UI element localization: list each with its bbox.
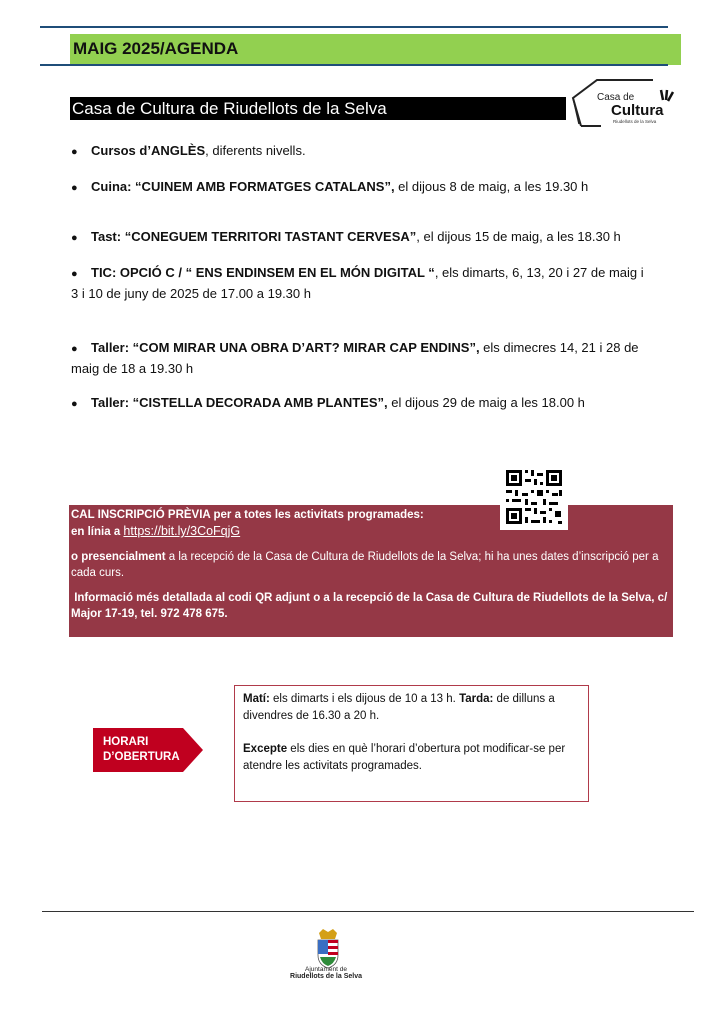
logo-line3: Riudellots de la Selva bbox=[613, 119, 657, 124]
footer-line2: Riudellots de la Selva bbox=[290, 973, 362, 980]
footer-rule bbox=[42, 911, 694, 912]
schedule-label-line1: HORARI bbox=[103, 736, 149, 748]
list-item: ● Cursos d’ANGLÈS, diferents nivells. bbox=[71, 143, 306, 158]
top-rule bbox=[40, 26, 668, 28]
afternoon-label: Tarda: bbox=[459, 693, 494, 705]
online-label: en línia a bbox=[71, 526, 124, 538]
footer-text bbox=[270, 966, 382, 980]
activity-title: Cursos d’ANGLÈS bbox=[91, 143, 206, 158]
activity-details: el dijous 29 de maig a les 18.00 h bbox=[387, 395, 585, 410]
list-item: ● TIC: OPCIÓ C / “ ENS ENDINSEM EN EL MÓN DIGITAL “, els dimarts, 6, 13, 20 i 27 de maig i 3 i 10 de juny de 2025 de 17.00 a 19.30 h bbox=[71, 265, 644, 301]
activity-details: el dijous 8 de maig, a les 19.30 h bbox=[394, 179, 589, 194]
except-label: Excepte bbox=[243, 743, 288, 755]
schedule-label-line2: D’OBERTURA bbox=[103, 751, 180, 763]
afternoon-text: de dilluns a divendres de 16.30 a 20 h. bbox=[243, 693, 555, 722]
qr-code-icon[interactable] bbox=[500, 466, 568, 530]
logo-line1: Casa de bbox=[597, 92, 635, 103]
except-text: els dies en què l’horari d’obertura pot modificar-se per atendre les activitats programades. bbox=[243, 743, 566, 772]
activity-title: Cuina: “CUINEM AMB FORMATGES CATALANS”, bbox=[91, 179, 395, 194]
list-item: ● Tast: “CONEGUEM TERRITORI TASTANT CERVESA”, el dijous 15 de maig, a les 18.30 h bbox=[71, 229, 621, 244]
activity-title: Taller: “COM MIRAR UNA OBRA D’ART? MIRAR CAP ENDINS”, bbox=[91, 340, 480, 355]
activity-details: , diferents nivells. bbox=[205, 143, 306, 158]
inperson-text: a la recepció de la Casa de Cultura de Riudellots de la Selva; hi ha unes dates d’inscripció per a cada curs. bbox=[71, 551, 659, 579]
schedule-label bbox=[93, 728, 203, 772]
opening-hours-box bbox=[234, 685, 589, 802]
activity-details: , el dijous 15 de maig, a les 18.30 h bbox=[416, 229, 621, 244]
list-item: ● Taller: “COM MIRAR UNA OBRA D’ART? MIRAR CAP ENDINS”, els dimecres 14, 21 i 28 de maig de 18 a 19.30 h bbox=[71, 340, 639, 376]
activity-title: Taller: “CISTELLA DECORADA AMB PLANTES”, bbox=[91, 395, 388, 410]
page-title: MAIG 2025/AGENDA bbox=[70, 34, 681, 65]
morning-label: Matí: bbox=[243, 693, 270, 705]
footer-line1: Ajuntament de bbox=[305, 966, 347, 973]
venue-title: Casa de Cultura de Riudellots de la Selva bbox=[70, 97, 566, 120]
casa-cultura-logo-icon bbox=[567, 76, 677, 132]
title-underline bbox=[40, 64, 668, 66]
info-text: Informació més detallada al codi QR adjunt o a la recepció de la Casa de Cultura de Riudellots de la Selva, c/ Major 17-19, tel. 972 478 675. bbox=[71, 592, 668, 620]
inperson-label: o presencialment bbox=[71, 551, 166, 563]
registration-link[interactable]: https://bit.ly/3CoFqjG bbox=[123, 524, 241, 538]
activity-details: els dimecres 14, 21 i 28 de maig de 18 a 19.30 h bbox=[71, 340, 639, 376]
logo-line2: Cultura bbox=[611, 102, 664, 119]
list-item: ● Cuina: “CUINEM AMB FORMATGES CATALANS”, el dijous 8 de maig, a les 19.30 h bbox=[71, 179, 589, 194]
morning-text: els dimarts i els dijous de 10 a 13 h. bbox=[269, 693, 460, 705]
list-item: ● Taller: “CISTELLA DECORADA AMB PLANTES”, el dijous 29 de maig a les 18.00 h bbox=[71, 395, 585, 410]
registration-heading: CAL INSCRIPCIÓ PRÈVIA per a totes les activitats programades: bbox=[71, 509, 424, 521]
activity-title: Tast: “CONEGUEM TERRITORI TASTANT CERVESA” bbox=[91, 229, 417, 244]
registration-box bbox=[69, 505, 673, 637]
activity-title: TIC: OPCIÓ C / “ ENS ENDINSEM EN EL MÓN DIGITAL “ bbox=[91, 265, 435, 280]
activity-details: , els dimarts, 6, 13, 20 i 27 de maig i 3 i 10 de juny de 2025 de 17.00 a 19.30 h bbox=[71, 265, 644, 301]
